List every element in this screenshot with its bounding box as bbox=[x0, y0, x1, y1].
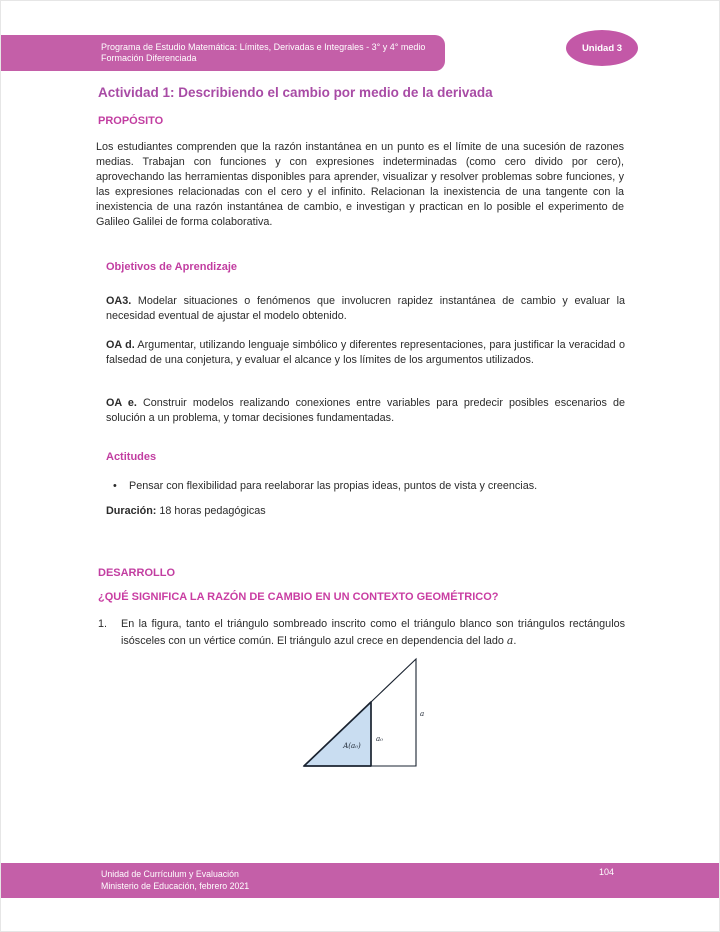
oa-code: OA d. bbox=[106, 339, 135, 351]
figure-area-label: A(a₀) bbox=[343, 742, 361, 750]
actitudes-bullet-item bbox=[113, 479, 624, 494]
activity-title: Actividad 1: Describiendo el cambio por medio de la derivada bbox=[98, 85, 493, 100]
duracion-value: 18 horas pedagógicas bbox=[156, 505, 266, 517]
page-number: 104 bbox=[599, 867, 615, 877]
math-variable-a: a bbox=[506, 633, 514, 647]
oa-text: Argumentar, utilizando lenguaje simbólico y diferentes representaciones, para justificar la veracidad o falsedad de una conjetura, y evaluar el alcance y los límites de los argumentos utilizados. bbox=[106, 339, 625, 366]
list-item-text-after: . bbox=[513, 634, 517, 647]
question-heading: ¿QUÉ SIGNIFICA LA RAZÓN DE CAMBIO EN UN CONTEXTO GEOMÉTRICO? bbox=[98, 591, 499, 603]
proposito-paragraph: Los estudiantes comprenden que la razón instantánea en un punto es el límite de una sucesión de razones medias. Trabajan con funciones y con expresiones indeterminadas (como cero divido por cero), aprovechando las herramientas disponibles para aprender, visualizar y resolver problemas sobre funciones, y las expresiones relacionadas con el cero y el infinito. Relacionan la inexistencia de una tangente con la inexistencia de una razón instantánea de cambio, e investigan y practican en lo posible el experimento de Galileo Galilei de forma colaborativa. bbox=[96, 141, 624, 228]
figure-outer-side-label: a bbox=[420, 710, 425, 718]
oa-code: OA e. bbox=[106, 397, 137, 409]
list-item-number: 1. bbox=[98, 618, 108, 630]
header-program-line1: Programa de Estudio Matemática: Límites, Derivadas e Integrales - 3° y 4° medio bbox=[101, 41, 426, 52]
oa-code: OA3. bbox=[106, 295, 132, 307]
actitudes-bullet-text: Pensar con flexibilidad para reelaborar las propias ideas, puntos de vista y creencias. bbox=[129, 480, 538, 492]
proposito-heading: PROPÓSITO bbox=[98, 115, 164, 127]
inner-shaded-triangle bbox=[304, 702, 371, 766]
unit-badge: Unidad 3 bbox=[566, 30, 638, 66]
oa-item bbox=[106, 338, 625, 368]
oa-text: Construir modelos realizando conexiones entre variables para predecir posibles escenarios de solución a un problema, y tomar decisiones fundamentadas. bbox=[106, 397, 625, 424]
list-item-text-before: En la figura, tanto el triángulo sombreado inscrito como el triángulo blanco son triángulos rectángulos isósceles con un vértice común. El triángulo azul crece en dependencia del lado bbox=[121, 618, 625, 647]
oa-text: Modelar situaciones o fenómenos que involucren rapidez instantánea de cambio y evaluar la necesidad eventual de ajustar el modelo obtenido. bbox=[106, 295, 625, 322]
footer-line2: Ministerio de Educación, febrero 2021 bbox=[101, 880, 250, 891]
triangles-figure bbox=[296, 651, 431, 773]
desarrollo-heading: DESARROLLO bbox=[98, 567, 175, 579]
header-program-line2: Formación Diferenciada bbox=[101, 53, 197, 63]
oa-item bbox=[106, 294, 625, 324]
list-item-1 bbox=[98, 617, 625, 649]
actitudes-heading: Actitudes bbox=[106, 451, 157, 463]
footer-line1: Unidad de Currículum y Evaluación bbox=[101, 869, 239, 879]
header-bar bbox=[1, 35, 445, 71]
objetivos-heading: Objetivos de Aprendizaje bbox=[106, 261, 238, 273]
duracion-line bbox=[106, 504, 266, 519]
list-item-text bbox=[121, 617, 625, 649]
duracion-label: Duración: bbox=[106, 505, 157, 517]
figure-inner-side-label: a₀ bbox=[376, 735, 383, 743]
oa-item bbox=[106, 396, 625, 426]
bullet-icon: • bbox=[113, 480, 117, 492]
